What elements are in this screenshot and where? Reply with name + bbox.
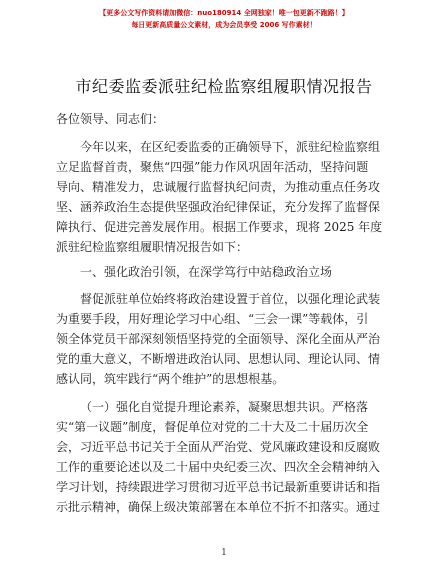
promo-banner-line-2: 每日更新高质量公文素材，成为会员享受 2006 写作素材！ bbox=[131, 21, 317, 29]
paragraph-line: 会，习近平总书记关于全面从严治党、党风廉政建设和反腐败 bbox=[56, 440, 381, 454]
paragraph-line: 领全体党员干部深刻领悟坚持党的全面领导、深化全面从严治 bbox=[56, 332, 381, 346]
page-number: 1 bbox=[221, 548, 227, 558]
paragraph-line: 感认同，筑牢践行“两个维护”的思想根基。 bbox=[56, 372, 285, 386]
paragraph-line: 实“第一议题”制度，督促单位对党的二十大及二十届历次全 bbox=[56, 420, 369, 434]
paragraph-line: 障执行、促进完善发展作用。根据工作要求，现将 2025 年度 bbox=[56, 220, 383, 234]
document-title: 市纪委监委派驻纪检监察组履职情况报告 bbox=[75, 77, 373, 96]
paragraph-line: 示批示精神，确保上级决策部署在本单位不折不扣落实。通过 bbox=[56, 500, 381, 514]
paragraph-line: 立足监督首责，聚焦“四强”能力作风巩固年活动，坚持问题 bbox=[56, 160, 369, 174]
paragraph-line: 今年以来，在区纪委监委的正确领导下，派驻纪检监察组 bbox=[80, 140, 381, 154]
paragraph-line: 导向、精准发力，忠诚履行监督执纪问责，为推动重点任务攻 bbox=[56, 180, 381, 194]
subsection-line: （一）强化自觉提升理论素养，凝聚思想共识。严格落 bbox=[80, 400, 369, 414]
salutation: 各位领导、同志们： bbox=[56, 112, 165, 126]
paragraph-line: 督促派驻单位始终将政治建设置于首位，以强化理论武装 bbox=[80, 292, 381, 306]
promo-banner-line-1: 【更多公文写作资料请加微信：nuo180914 全网独家！唯一包更新不跑路！】 bbox=[99, 9, 349, 17]
paragraph-line: 党的重大意义，不断增进政治认同、思想认同、理论认同、情 bbox=[56, 352, 381, 366]
section-heading: 一、强化政治引领，在深学笃行中站稳政治立场 bbox=[80, 265, 333, 279]
paragraph-line: 为重要手段，用好理论学习中心组、“三会一课”等载体，引 bbox=[56, 312, 369, 326]
paragraph-line: 工作的重要论述以及二十届中央纪委三次、四次全会精神纳入 bbox=[56, 460, 381, 474]
paragraph-line: 坚、涵养政治生态提供坚强政治纪律保证，充分发挥了监督保 bbox=[56, 200, 381, 214]
paragraph-line: 派驻纪检监察组履职情况报告如下： bbox=[56, 240, 249, 254]
paragraph-line: 学习计划，持续跟进学习贯彻习近平总书记最新重要讲话和指 bbox=[56, 480, 381, 494]
